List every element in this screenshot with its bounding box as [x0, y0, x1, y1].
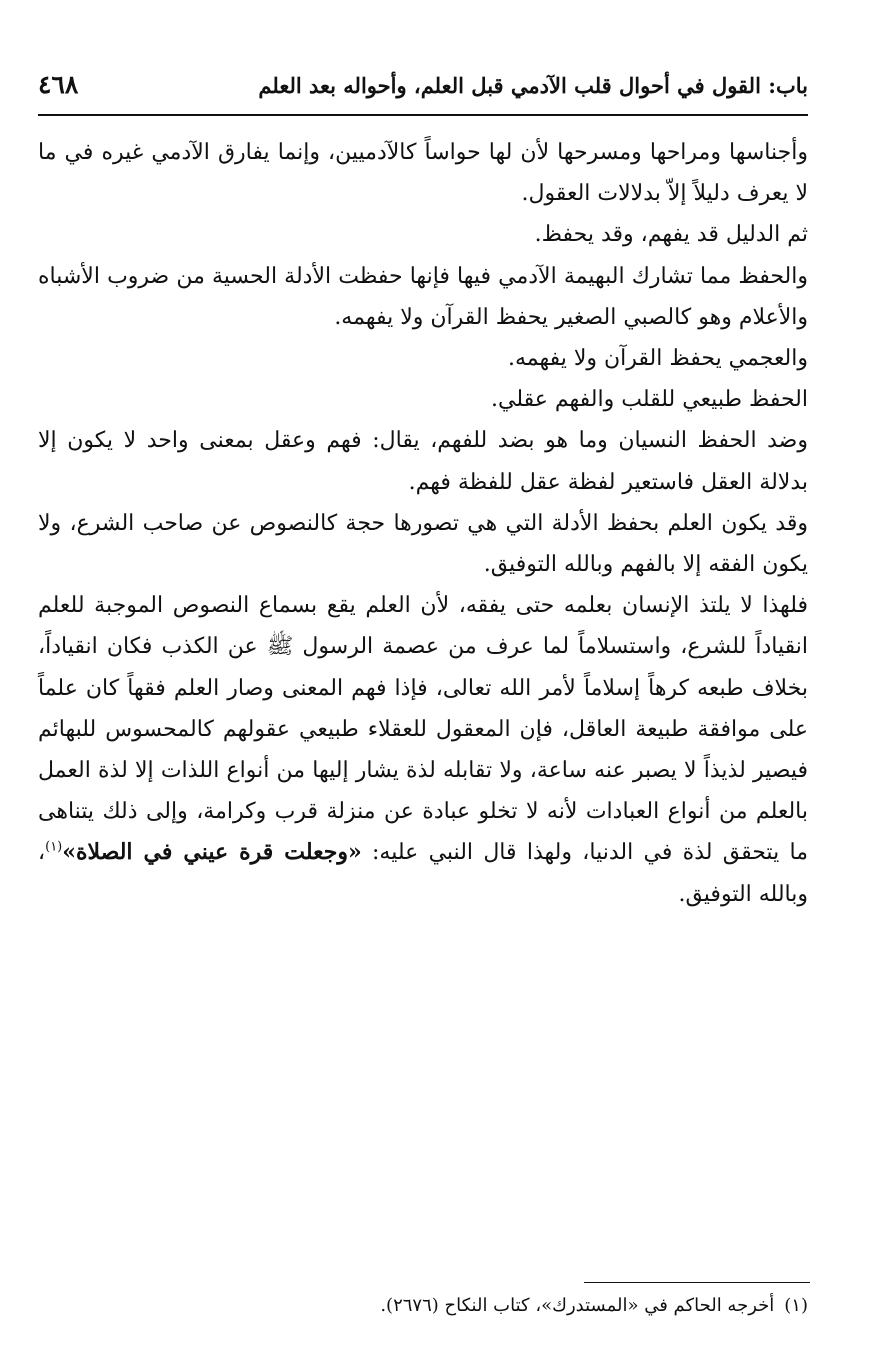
paragraph: والحفظ مما تشارك البهيمة الآدمي فيها فإنها حفظت الأدلة الحسية من ضروب الأشباه والأعلام وهو كالصبي الصغير يحفظ القرآن ولا يفهمه. [38, 263, 808, 330]
paragraph-text: فلهذا لا يلتذ الإنسان بعلمه حتى يفقه، لأن العلم يقع بسماع النصوص الموجبة للعلم انقياداً للشرع، واستسلاماً لما عرف من عصمة الرسول ﷺ عن الكذب فكان انقياداً، بخلاف طبعه كرهاً إسلاماً لأمر الله تعالى، فإذا فهم المعنى وصار العلم فقهاً كان علماً على موافقة طبيعة العاقل، فإن المعقول للعقلاء طبيعي عقولهم كالمحسوس للبهائم فيصير لذيذاً لا يصبر عنه ساعة، ولا تقابله لذة يشار إليها من أنواع اللذات إلا لذة العمل بالعلم من أنواع العبادات لأنه لا تخلو عبادة عن منزلة قرب وكرامة، وإلى ذلك يتناهى ما يتحقق لذة في الدنيا، ولهذا قال النبي عليه: [38, 593, 808, 866]
footnote-number: (١) [784, 1295, 808, 1316]
footnote [380, 1292, 808, 1320]
paragraph: وأجناسها ومراحها ومسرحها لأن لها حواساً كالآدميين، وإنما يفارق الآدمي غيره في ما لا يعرف دليلاً إلاّ بدلالات العقول. [38, 140, 808, 207]
hadith-quote: «وجعلت قرة عيني في الصلاة» [62, 839, 362, 866]
body-text [38, 132, 808, 915]
paragraph-last [38, 585, 808, 915]
paragraph-text-end: ، وبالله التوفيق. [38, 840, 808, 907]
paragraph: والعجمي يحفظ القرآن ولا يفهمه. [507, 346, 808, 372]
footnote-reference[interactable]: (١) [45, 840, 63, 856]
paragraph: الحفظ طبيعي للقلب والفهم عقلي. [491, 387, 808, 413]
footnote-divider [584, 1282, 810, 1283]
page-header [38, 70, 808, 116]
paragraph: وقد يكون العلم بحفظ الأدلة التي هي تصورها حجة كالنصوص عن صاحب الشرع، ولا يكون الفقه إلا بالفهم وبالله التوفيق. [38, 510, 808, 578]
paragraph: ثم الدليل قد يفهم، وقد يحفظ. [534, 222, 808, 248]
page-number: ٤٦٨ [38, 70, 79, 99]
paragraph: وضد الحفظ النسيان وما هو بضد للفهم، يقال: فهم وعقل بمعنى واحد لا يكون إلا بدلالة العقل فاستعير لفظة عقل للفظة فهم. [38, 428, 808, 495]
footnote-text: أخرجه الحاكم في «المستدرك»، كتاب النكاح (٢٦٧٦). [380, 1295, 775, 1316]
running-title: باب: القول في أحوال قلب الآدمي قبل العلم، وأحواله بعد العلم [258, 73, 808, 98]
book-page [38, 70, 808, 915]
